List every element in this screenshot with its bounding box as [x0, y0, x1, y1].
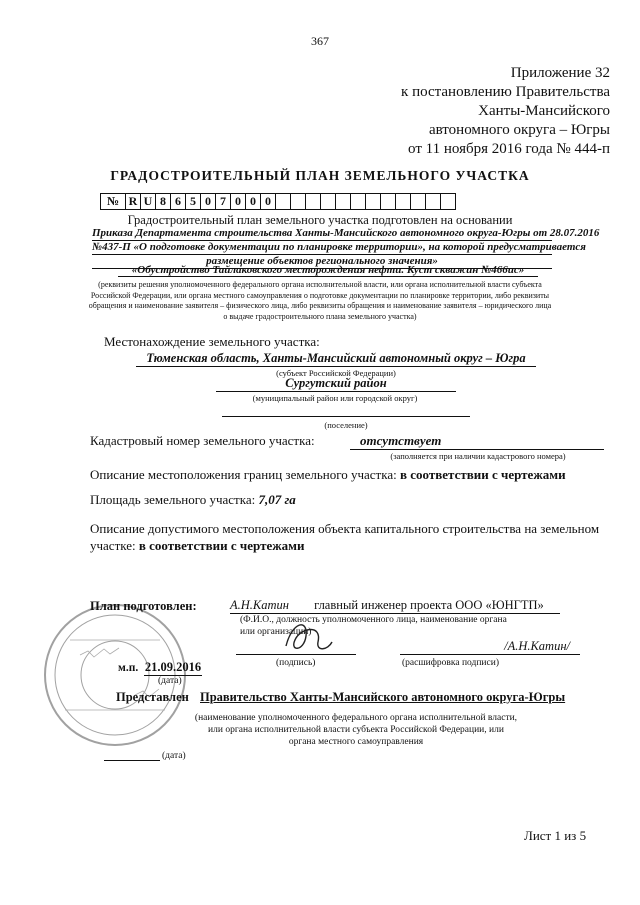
number-cell: U — [141, 194, 156, 210]
appendix-line: автономного округа – Югры — [428, 122, 610, 138]
order-line: №437-П «О подготовке документации по планировке территории», на которой предусматривается — [92, 241, 586, 253]
number-cell — [366, 194, 381, 210]
order-reference — [92, 227, 600, 269]
placement-description — [90, 520, 599, 554]
caption-line: Российской Федерации, или органа местного самоуправления о подготовке документации по планировке территории, либо реквизиты — [90, 290, 550, 300]
district-caption: (муниципальный район или городской округ) — [252, 393, 418, 403]
number-sign: № — [101, 194, 126, 210]
document-title: ГРАДОСТРОИТЕЛЬНЫЙ ПЛАН ЗЕМЕЛЬНОГО УЧАСТКА — [110, 168, 530, 183]
number-cell: 6 — [171, 194, 186, 210]
number-cell — [321, 194, 336, 210]
caption-line: или организации) — [240, 627, 312, 637]
settlement-line — [222, 416, 470, 417]
number-cell: 7 — [216, 194, 231, 210]
number-cell — [441, 194, 456, 210]
prepared-date-caption: (дата) — [158, 676, 182, 686]
caption-line: (реквизиты решения уполномоченного федерального органа исполнительной власти, или органа исполнительной власти субъекта — [98, 280, 542, 289]
region-value: Тюменская область, Ханты-Мансийский автономный округ – Югра — [136, 351, 536, 367]
area-row — [90, 492, 296, 508]
presented-date-caption: (дата) — [162, 751, 186, 761]
number-cell — [291, 194, 306, 210]
appendix-line: от 11 ноября 2016 года № 444-п — [408, 141, 610, 157]
number-cell: 5 — [186, 194, 201, 210]
order-line: размещение объектов регионального значения» — [92, 255, 552, 269]
number-cell — [306, 194, 321, 210]
number-cell: 0 — [231, 194, 246, 210]
cadastral-value: отсутствует — [350, 433, 604, 450]
area-value: 7,07 га — [258, 492, 296, 507]
appendix-line: к постановлению Правительства — [401, 84, 610, 100]
basis-text: Градостроительный план земельного участка подготовлен на основании — [127, 213, 513, 227]
bounds-label: Описание местоположения границ земельного участка: — [90, 467, 397, 482]
page-number: 367 — [311, 34, 329, 48]
subject-caption: (субъект Российской Федерации) — [276, 368, 396, 378]
presented-date-line — [104, 760, 160, 761]
placement-value: в соответствии с чертежами — [138, 538, 305, 553]
caption-line: о выдаче градостроительного плана земельного участка) — [223, 311, 417, 321]
signature-line — [236, 654, 356, 655]
object-name: «Обустройство Тайлаковского месторождения нефти. Куст скважин №466ис» — [118, 264, 538, 277]
decode-line — [400, 654, 580, 655]
cadastral-caption: (заполняется при наличии кадастрового номера) — [390, 451, 566, 461]
bounds-value: в соответствии с чертежами — [399, 467, 566, 482]
order-line: Приказа Департамента строительства Ханты-Мансийского автономного округа-Югры от 28.07.2016 — [92, 227, 600, 239]
number-cell — [351, 194, 366, 210]
prepared-date: 21.09.2016 — [144, 660, 202, 674]
appendix-line: Ханты-Мансийского — [478, 103, 610, 119]
caption-line: органа местного самоуправления — [288, 737, 424, 747]
area-label: Площадь земельного участка: — [90, 492, 256, 507]
number-cell — [396, 194, 411, 210]
bounds-description — [90, 467, 566, 483]
number-cell — [426, 194, 441, 210]
settlement-caption: (поселение) — [324, 420, 368, 430]
number-cell — [381, 194, 396, 210]
placement-label: участке: — [90, 538, 136, 553]
placement-line-2 — [90, 537, 599, 554]
prepared-label: План подготовлен: — [90, 599, 197, 613]
signature-caption: (подпись) — [276, 658, 316, 668]
mp-label: м.п. — [118, 662, 139, 674]
cadastral-label: Кадастровый номер земельного участка: — [90, 433, 315, 448]
number-cell — [276, 194, 291, 210]
number-cell: 0 — [246, 194, 261, 210]
decoded-signature: /А.Н.Катин/ — [504, 639, 570, 653]
location-label: Местонахождение земельного участка: — [104, 334, 320, 349]
number-cell: 0 — [261, 194, 276, 210]
sheet-number: Лист 1 из 5 — [524, 828, 587, 843]
number-cell: 8 — [156, 194, 171, 210]
presented-caption — [156, 712, 556, 748]
caption-line: обращения и наименование заявителя – физического лица, либо реквизиты обращения и наименование заявителя – юридического лица — [88, 301, 552, 310]
gpzu-number-grid — [100, 193, 456, 210]
signature-icon — [278, 612, 338, 660]
prepared-name: А.Н.Катин — [230, 598, 289, 612]
number-cell — [411, 194, 426, 210]
presented-label: Представлен — [116, 690, 189, 704]
district-value: Сургутский район — [216, 376, 456, 392]
appendix-line: Приложение 32 — [510, 65, 610, 81]
decode-caption: (расшифровка подписи) — [402, 658, 499, 668]
number-cell: R — [126, 194, 141, 210]
placement-line: Описание допустимого местоположения объекта капитального строительства на земельном — [90, 521, 600, 536]
number-cell — [336, 194, 351, 210]
caption-line: или органа исполнительной власти субъекта Российской Федерации, или — [208, 725, 504, 735]
number-cell: 0 — [201, 194, 216, 210]
caption-line: (наименование уполномоченного федерального органа исполнительной власти, — [194, 713, 518, 723]
prepared-position: главный инженер проекта ООО «ЮНГТП» — [314, 598, 544, 612]
presented-by: Правительство Ханты-Мансийского автономного округа-Югры — [200, 690, 566, 704]
caption-line: (Ф.И.О., должность уполномоченного лица, наименование органа — [240, 615, 507, 625]
requisites-caption — [80, 280, 560, 322]
appendix-header — [280, 64, 610, 159]
